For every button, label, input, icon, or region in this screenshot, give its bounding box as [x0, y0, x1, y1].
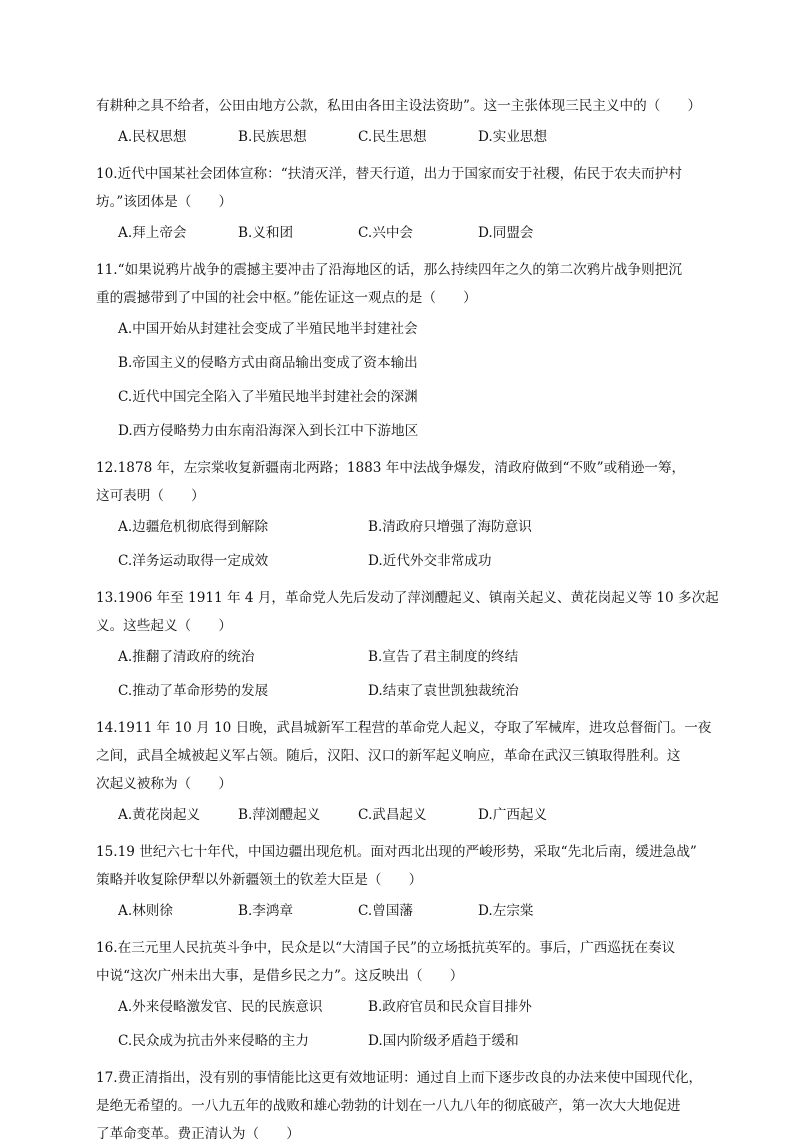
question-16-stem-line1: 16.在三元里人民抗英斗争中，民众是以“大清国子民”的立场抵抗英军的。事后，广西巡抚在奏议 [96, 940, 676, 956]
question-11-stem-line1: 11.“如果说鸦片战争的震撼主要冲击了沿海地区的话，那么持续四年之久的第二次鸦片战争则把沉 [96, 262, 682, 278]
question-17 [96, 1064, 702, 1148]
question-13 [96, 584, 719, 708]
option-c[interactable]: C.民众成为抗击外来侵略的主力 [118, 1033, 309, 1049]
question-17-stem-line3: 了革命变革。费正清认为（ ） [96, 1126, 300, 1142]
option-a[interactable]: A.黄花岗起义 [118, 807, 201, 823]
option-b[interactable]: B.帝国主义的侵略方式由商品输出变成了资本输出 [118, 355, 418, 371]
question-15-stem-line2: 策略并收复除伊犁以外新疆领土的钦差大臣是（ ） [96, 872, 423, 888]
option-b[interactable]: B.萍浏醴起义 [238, 807, 321, 823]
question-16 [96, 934, 702, 1058]
option-a[interactable]: A.边疆危机彻底得到解除 [118, 519, 269, 535]
question-11-stem-line2: 重的震撼带到了中国的社会中枢。”能佐证这一观点的是（ ） [96, 290, 477, 306]
option-a[interactable]: A.林则徐 [118, 903, 173, 919]
question-12-options-row2 [96, 544, 702, 578]
question-15 [96, 838, 702, 928]
exam-page [96, 92, 719, 1148]
question-13-stem-line1: 13.1906 年至 1911 年 4 月，革命党人先后发动了萍浏醴起义、镇南关起义、黄花岗起义等 10 多次起 [96, 590, 719, 606]
option-c[interactable]: C.近代中国完全陷入了半殖民地半封建社会的深渊 [118, 389, 418, 405]
question-14-stem-line2: 之间，武昌全城被起义军占领。随后，汉阳、汉口的新军起义响应，革命在武汉三镇取得胜利。这 [96, 748, 681, 764]
question-9-options [96, 120, 702, 154]
question-16-stem-line2: 中说“这次广州未出大事，是借乡民之力”。这反映出（ ） [96, 968, 464, 984]
question-10-stem-line1: 10.近代中国某社会团体宣称：“扶清灭洋，替天行道，出力于国家而安于社稷，佑民于农夫而护村 [96, 166, 682, 182]
option-a[interactable]: A.外来侵略激发官、民的民族意识 [118, 999, 323, 1015]
option-c[interactable]: C.民生思想 [358, 129, 427, 145]
question-11 [96, 256, 702, 448]
question-13-stem-line2: 义。这些起义（ ） [96, 618, 232, 634]
option-a[interactable]: A.中国开始从封建社会变成了半殖民地半封建社会 [118, 321, 418, 337]
question-13-options-row2 [96, 674, 702, 708]
option-a[interactable]: A.拜上帝会 [118, 225, 187, 241]
option-c[interactable]: C.兴中会 [358, 225, 414, 241]
question-15-options [96, 894, 702, 928]
option-c[interactable]: C.武昌起义 [358, 807, 427, 823]
option-b[interactable]: B.宣告了君主制度的终结 [368, 649, 519, 665]
option-c[interactable]: C.洋务运动取得一定成效 [118, 553, 269, 569]
question-12-stem-line2: 这可表明（ ） [96, 488, 205, 504]
option-a[interactable]: A.民权思想 [118, 129, 187, 145]
question-12-options-row1 [96, 510, 702, 544]
question-14-stem-line1: 14.1911 年 10 月 10 日晚，武昌城新军工程营的革命党人起义，夺取了军械库，进攻总督衙门。一夜 [96, 720, 712, 736]
option-d[interactable]: D.实业思想 [478, 129, 548, 145]
option-b[interactable]: B.政府官员和民众盲目排外 [368, 999, 532, 1015]
question-12-stem-line1: 12.1878 年，左宗棠收复新疆南北两路；1883 年中法战争爆发，清政府做到“不败”或稍逊一筹， [96, 460, 686, 476]
option-c[interactable]: C.推动了革命形势的发展 [118, 683, 269, 699]
question-10 [96, 160, 702, 250]
option-d[interactable]: D.西方侵略势力由东南沿海深入到长江中下游地区 [118, 423, 419, 439]
question-14 [96, 714, 712, 832]
option-d[interactable]: D.近代外交非常成功 [368, 553, 492, 569]
option-d[interactable]: D.左宗棠 [478, 903, 534, 919]
question-14-options [96, 798, 702, 832]
option-d[interactable]: D.结束了袁世凯独裁统治 [368, 683, 519, 699]
option-d[interactable]: D.广西起义 [478, 807, 548, 823]
question-10-options [96, 216, 702, 250]
question-12 [96, 454, 702, 578]
option-b[interactable]: B.义和团 [238, 225, 294, 241]
question-14-stem-line3: 次起义被称为（ ） [96, 776, 232, 792]
question-9-stem: 有耕种之具不给者，公田由地方公款，私田由各田主设法资助”。这一主张体现三民主义中的（ ） [96, 98, 702, 114]
question-15-stem-line1: 15.19 世纪六七十年代，中国边疆出现危机。面对西北出现的严峻形势，采取“先北后南，缓进急战” [96, 844, 697, 860]
question-16-options-row2 [96, 1024, 702, 1058]
option-b[interactable]: B.民族思想 [238, 129, 307, 145]
question-16-options-row1 [96, 990, 702, 1024]
question-10-stem-line2: 坊。”该团体是（ ） [96, 194, 233, 210]
option-d[interactable]: D.同盟会 [478, 225, 534, 241]
option-d[interactable]: D.国内阶级矛盾趋于缓和 [368, 1033, 519, 1049]
option-b[interactable]: B.李鸿章 [238, 903, 294, 919]
question-9 [96, 92, 702, 154]
question-17-stem-line2: 是绝无希望的。一八九五年的战败和雄心勃勃的计划在一八九八年的彻底破产，第一次大大地促进 [96, 1098, 681, 1114]
question-17-stem-line1: 17.费正清指出，没有别的事情能比这更有效地证明：通过自上而下逐步改良的办法来使中国现代化， [96, 1070, 703, 1086]
option-c[interactable]: C.曾国藩 [358, 903, 414, 919]
question-13-options-row1 [96, 640, 702, 674]
option-a[interactable]: A.推翻了清政府的统治 [118, 649, 255, 665]
option-b[interactable]: B.清政府只增强了海防意识 [368, 519, 532, 535]
